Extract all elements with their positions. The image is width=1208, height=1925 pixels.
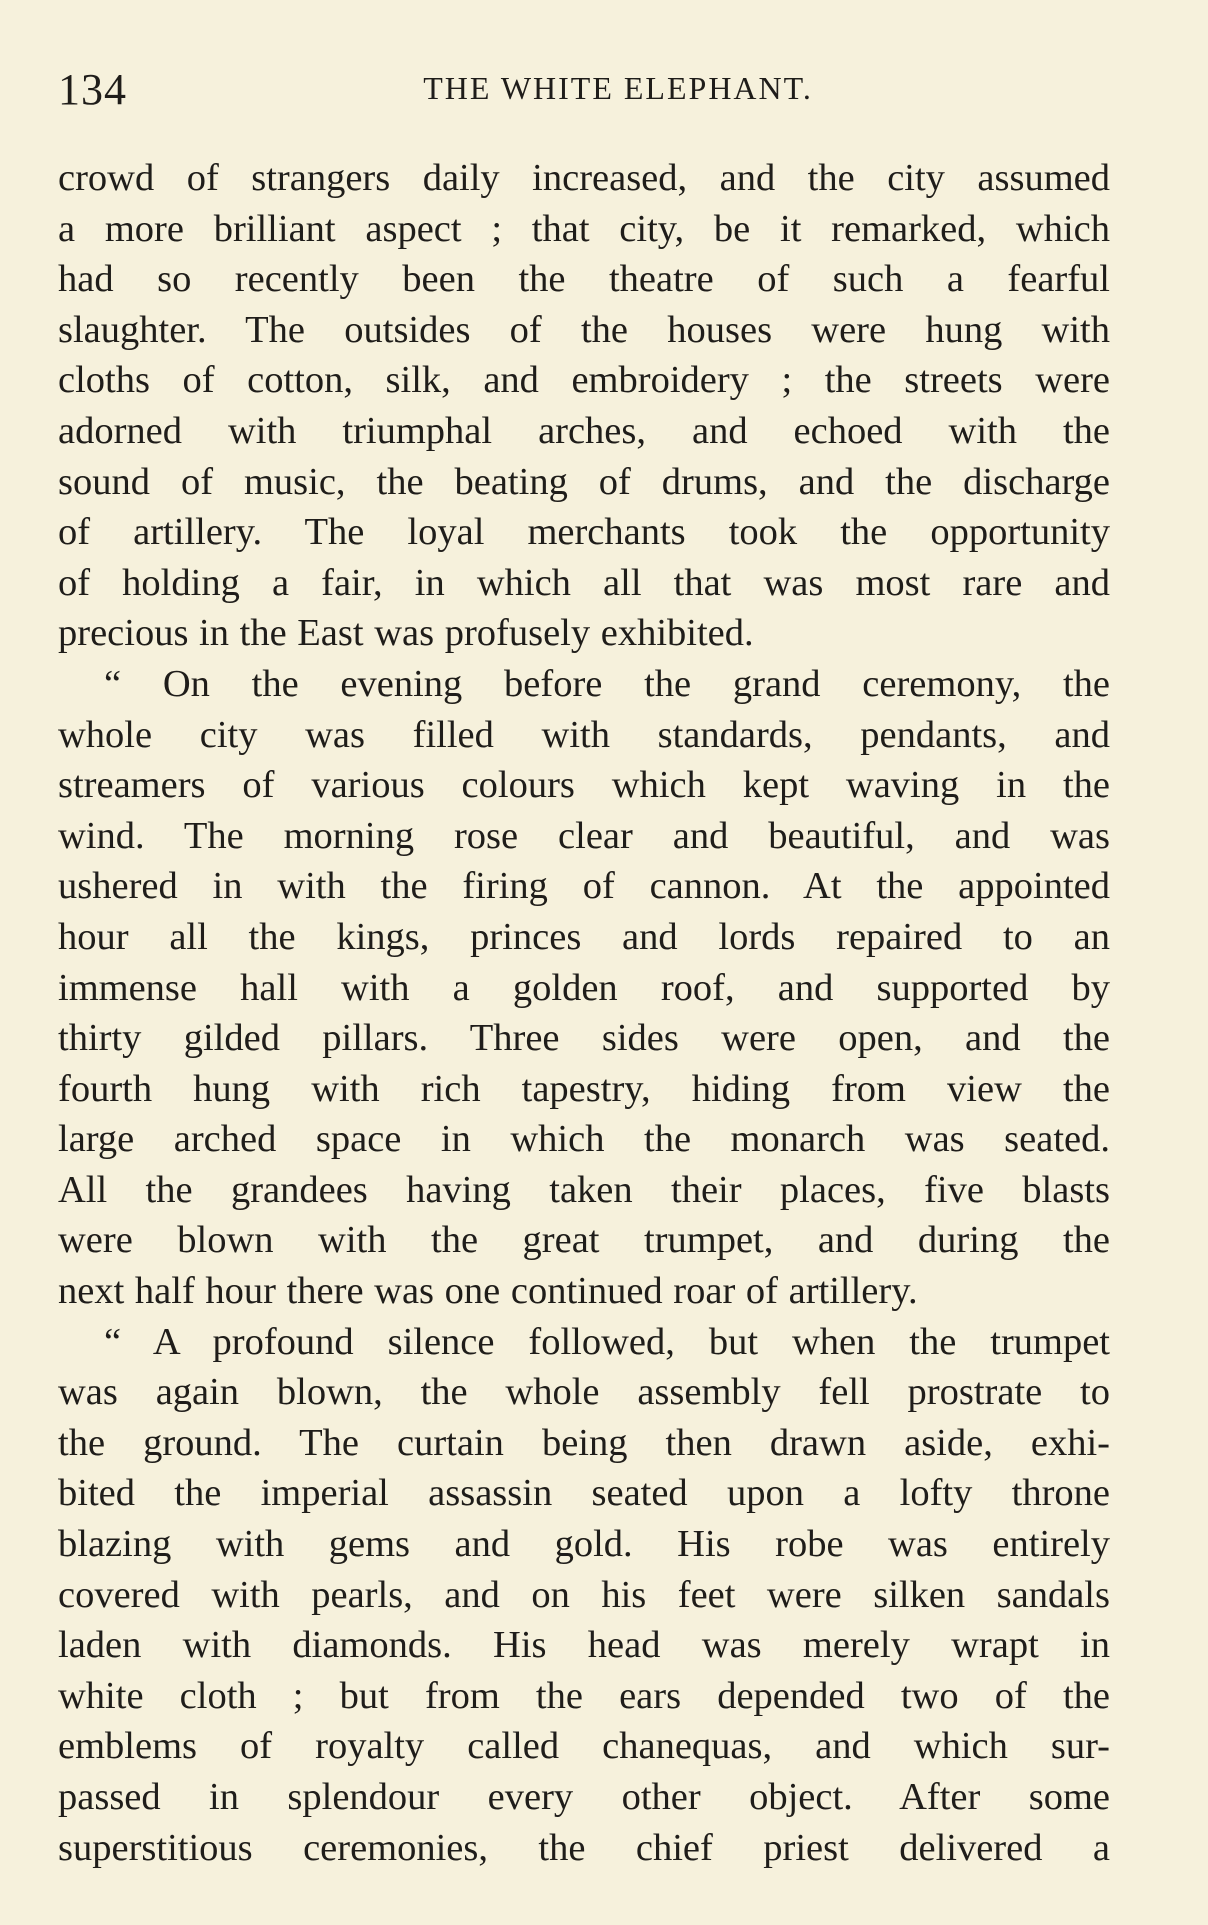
text-line: superstitious ceremonies, the chief priest delivered a [58, 1826, 1110, 1869]
text-line: wind. The morning rose clear and beautiful, and was [58, 814, 1110, 857]
text-line: were blown with the great trumpet, and during the [58, 1219, 1110, 1262]
running-title: THE WHITE ELEPHANT. [423, 70, 813, 106]
paragraph-end-line: next half hour there was one continued roar of artillery. [58, 1270, 918, 1313]
text-line: streamers of various colours which kept waving in the [58, 764, 1110, 807]
text-line: thirty gilded pillars. Three sides were open, and the [58, 1017, 1110, 1060]
text-line: sound of music, the beating of drums, and the discharge [58, 460, 1110, 503]
text-line: of holding a fair, in which all that was most rare and [58, 561, 1110, 604]
text-line: cloths of cotton, silk, and embroidery ; the streets were [58, 359, 1110, 402]
text-line: emblems of royalty called chanequas, and which sur- [58, 1725, 1110, 1768]
paragraph-end-line: precious in the East was profusely exhibited. [58, 612, 754, 655]
text-line: whole city was filled with standards, pendants, and [58, 713, 1110, 756]
text-line: had so recently been the theatre of such a fearful [58, 258, 1110, 301]
text-line: was again blown, the whole assembly fell prostrate to [58, 1371, 1110, 1414]
text-line: slaughter. The outsides of the houses were hung with [58, 308, 1110, 351]
text-line: bited the imperial assassin seated upon a lofty throne [58, 1472, 1110, 1515]
text-line: covered with pearls, and on his feet were silken sandals [58, 1573, 1110, 1616]
text-line: a more brilliant aspect ; that city, be it remarked, which [58, 207, 1110, 250]
text-line: blazing with gems and gold. His robe was entirely [58, 1523, 1110, 1566]
text-line: of artillery. The loyal merchants took the opportunity [58, 511, 1110, 554]
text-line: immense hall with a golden roof, and supported by [58, 966, 1110, 1009]
page-header [58, 64, 1118, 124]
paragraph-start-line: “ On the evening before the grand ceremony, the [104, 662, 1110, 705]
text-line: the ground. The curtain being then drawn aside, exhi- [58, 1421, 1110, 1464]
paragraph-start-line: “ A profound silence followed, but when the trumpet [104, 1320, 1110, 1363]
text-line: ushered in with the firing of cannon. At the appointed [58, 865, 1110, 908]
page-number: 134 [58, 65, 127, 114]
text-line: fourth hung with rich tapestry, hiding from view the [58, 1067, 1110, 1110]
text-line: white cloth ; but from the ears depended two of the [58, 1674, 1110, 1717]
text-line: All the grandees having taken their places, five blasts [58, 1168, 1110, 1211]
text-line: adorned with triumphal arches, and echoed with the [58, 409, 1110, 452]
text-line: large arched space in which the monarch was seated. [58, 1118, 1110, 1161]
body-text [58, 153, 1110, 1873]
text-line: laden with diamonds. His head was merely wrapt in [58, 1624, 1110, 1667]
text-line: hour all the kings, princes and lords repaired to an [58, 915, 1110, 958]
text-line: passed in splendour every other object. After some [58, 1776, 1110, 1818]
text-line: crowd of strangers daily increased, and the city assumed [58, 157, 1110, 199]
